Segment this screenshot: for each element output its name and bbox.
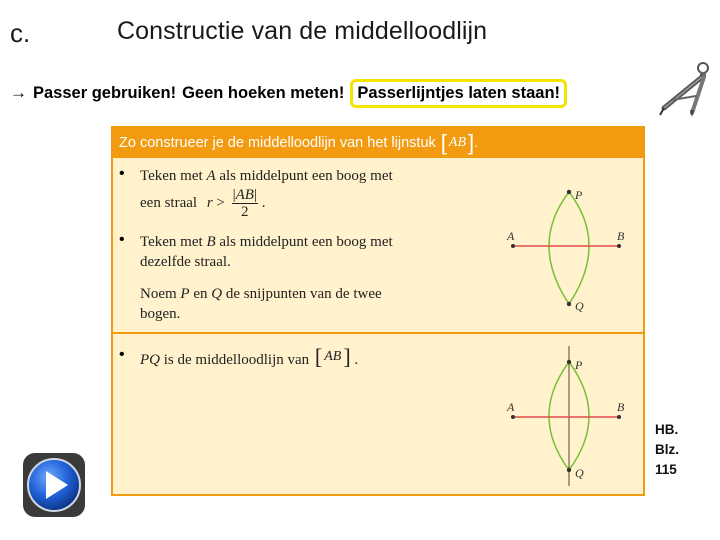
point-b <box>617 415 621 419</box>
segment-label: AB <box>324 349 342 364</box>
construction-diagram-bisector <box>501 340 641 490</box>
line-pq-var: PQ <box>140 352 160 368</box>
highlighted-instruction: Passerlijntjes laten staan! <box>350 79 567 108</box>
point-b <box>617 244 621 248</box>
numerator-label: AB <box>235 187 254 203</box>
segment-notation <box>441 132 474 154</box>
section-letter: c. <box>10 18 31 48</box>
step-4-line <box>140 346 358 370</box>
point-a <box>511 244 515 248</box>
arc-from-a <box>569 362 589 470</box>
page-title: Constructie van de middelloodlijn <box>117 17 488 45</box>
page-ref-line-1: HB. <box>655 422 679 437</box>
page-ref-line-2: Blz. <box>655 442 680 457</box>
fraction <box>232 187 258 220</box>
fraction-numerator: |AB| <box>232 187 257 203</box>
play-button[interactable] <box>22 452 86 518</box>
point-a <box>511 415 515 419</box>
step-1-end: . <box>261 194 266 211</box>
label-a: A <box>507 400 515 414</box>
radius-var: r <box>206 194 213 211</box>
step-2-var: B <box>206 234 216 250</box>
bracket-left: [ <box>314 344 323 369</box>
label-p: P <box>575 188 583 202</box>
label-b: B <box>617 229 625 243</box>
label-a: A <box>507 229 515 243</box>
step-3-en: en <box>193 286 208 302</box>
step-1-line-2 <box>140 187 265 220</box>
bracket-right: ] <box>343 344 351 369</box>
bracket-left: [ <box>440 130 447 155</box>
step-3-rest: de snijpunten van de twee <box>225 286 382 302</box>
box-divider <box>113 332 643 334</box>
page-ref-line-3: 115 <box>655 462 677 477</box>
greater-than: > <box>216 194 225 211</box>
segment-notation <box>315 346 351 368</box>
step-3-line-1 <box>140 284 382 304</box>
point-q-var: Q <box>211 286 223 302</box>
box-header-end: . <box>474 135 479 151</box>
point-q <box>567 302 571 306</box>
point-q <box>567 468 571 472</box>
fraction-denominator: 2 <box>241 204 249 220</box>
arrow-icon: → <box>10 83 27 102</box>
step-2-text-b: als middelpunt een boog met <box>219 234 393 250</box>
instruction-part-2: Geen hoeken meten! <box>182 83 345 102</box>
label-b: B <box>617 400 625 414</box>
instruction-line <box>10 80 567 106</box>
step-1-line-1 <box>140 166 393 186</box>
step-3-line-2: bogen. <box>140 306 181 322</box>
bullet-icon: • <box>119 346 125 363</box>
bracket-right: ] <box>468 130 475 155</box>
step-1-radius-text: een straal <box>140 194 198 211</box>
step-2-line-1 <box>140 232 393 252</box>
box-header-text: Zo construeer je de middelloodlijn van het lijnstuk <box>119 135 436 151</box>
bullet-icon: • <box>119 231 125 248</box>
arc-from-a <box>569 192 589 304</box>
step-2-text-a: Teken met <box>140 234 203 250</box>
step-4-text: is de middelloodlijn van <box>163 352 310 368</box>
box-header <box>113 128 643 158</box>
label-p: P <box>575 358 583 372</box>
instruction-part-1: Passer gebruiken! <box>33 83 177 102</box>
compass-icon <box>656 58 716 118</box>
point-p <box>567 360 571 364</box>
label-q: Q <box>575 299 584 313</box>
point-p <box>567 190 571 194</box>
point-p-var: P <box>180 286 190 302</box>
arc-from-b <box>549 192 569 304</box>
step-1-var: A <box>206 168 216 184</box>
step-1-text-a: Teken met <box>140 168 203 184</box>
step-3-noem: Noem <box>140 286 177 302</box>
step-1-text-b: als middelpunt een boog met <box>219 168 393 184</box>
bullet-icon: • <box>119 165 125 182</box>
step-2-line-2: dezelfde straal. <box>140 254 231 270</box>
arc-from-b <box>549 362 569 470</box>
label-q: Q <box>575 466 584 480</box>
segment-label: AB <box>448 135 466 150</box>
step-4-end: . <box>354 352 359 368</box>
page-reference <box>655 420 679 480</box>
construction-diagram-arcs <box>501 170 641 318</box>
construction-box <box>111 126 645 496</box>
